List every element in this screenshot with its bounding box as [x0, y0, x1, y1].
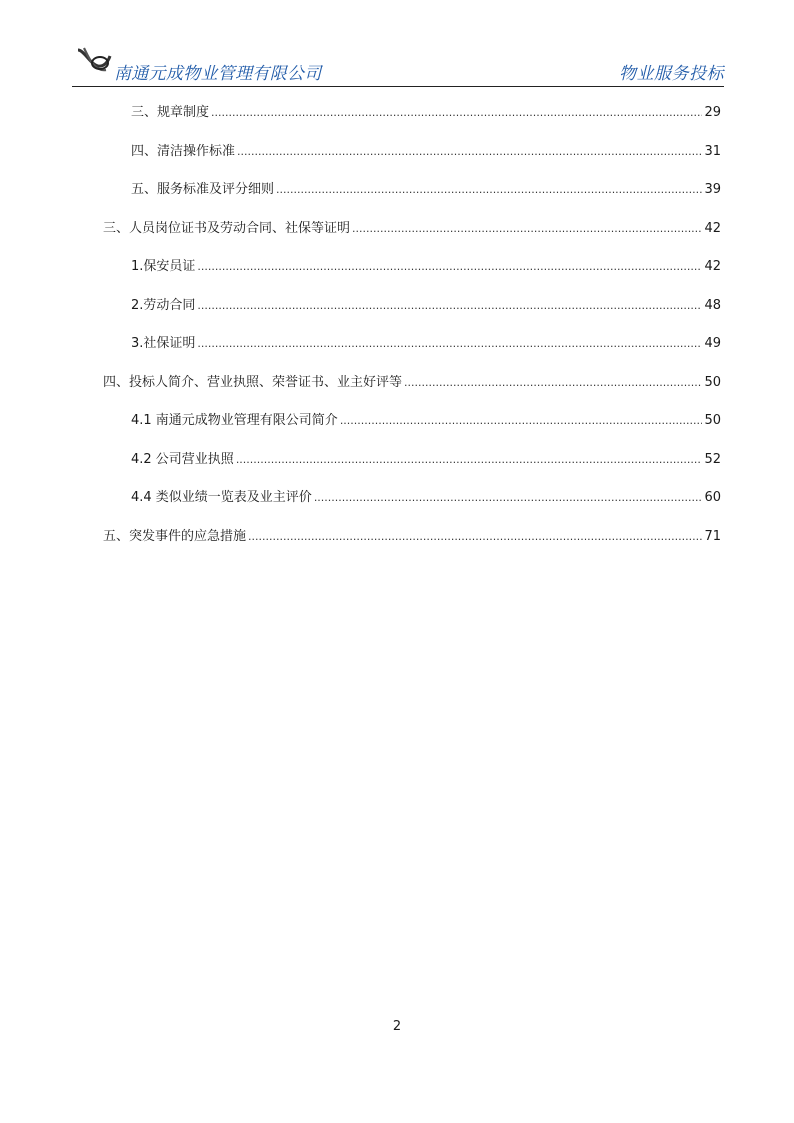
toc-entry-label: 2.劳动合同: [131, 298, 196, 313]
toc-entry-label: 4.4 类似业绩一览表及业主评价: [131, 490, 312, 505]
toc-entry[interactable]: [131, 257, 721, 277]
toc-entry[interactable]: [131, 450, 721, 470]
toc-entry-label: 3.社保证明: [131, 336, 196, 351]
toc-entry[interactable]: [131, 180, 721, 200]
toc-leader-dots: [197, 296, 702, 316]
toc-entry-page: 48: [704, 298, 721, 313]
toc-entry-label: 四、投标人简介、营业执照、荣誉证书、业主好评等: [103, 375, 403, 390]
toc-entry[interactable]: [103, 527, 721, 547]
company-logo-icon: [76, 46, 112, 76]
toc-entry-label: 五、突发事件的应急措施: [103, 529, 247, 544]
toc-entry-page: 71: [704, 529, 721, 544]
toc-entry-page: 39: [704, 182, 721, 197]
toc-leader-dots: [211, 103, 702, 123]
toc-entry[interactable]: [131, 296, 721, 316]
toc-leader-dots: [197, 334, 702, 354]
toc-entry[interactable]: [131, 142, 721, 162]
document-title: 物业服务投标: [619, 64, 724, 84]
toc-entry-label: 五、服务标准及评分细则: [131, 182, 275, 197]
toc-entry-page: 49: [704, 336, 721, 351]
page-number: 2: [392, 1019, 402, 1034]
toc-entry-page: 42: [704, 221, 721, 236]
toc-leader-dots: [352, 219, 702, 239]
toc-entry-label: 4.1 南通元成物业管理有限公司简介: [131, 413, 338, 428]
toc-entry-label: 三、人员岗位证书及劳动合同、社保等证明: [103, 221, 351, 236]
toc-entry-label: 三、规章制度: [131, 105, 210, 120]
toc-entry[interactable]: [131, 334, 721, 354]
toc-leader-dots: [236, 450, 703, 470]
toc-entry-page: 50: [704, 375, 721, 390]
toc-leader-dots: [248, 527, 702, 547]
toc-entry[interactable]: [103, 219, 721, 239]
toc-leader-dots: [276, 180, 702, 200]
toc-entry-page: 29: [704, 105, 721, 120]
page-header: [72, 46, 724, 87]
toc-entry[interactable]: [131, 103, 721, 123]
toc-entry-page: 31: [704, 144, 721, 159]
toc-entry[interactable]: [131, 411, 721, 431]
toc-entry[interactable]: [131, 488, 721, 508]
toc-entry-page: 42: [704, 259, 721, 274]
toc-leader-dots: [340, 411, 703, 431]
toc-leader-dots: [404, 373, 702, 393]
toc-leader-dots: [237, 142, 702, 162]
toc-leader-dots: [314, 488, 703, 508]
toc-entry-label: 4.2 公司营业执照: [131, 452, 234, 467]
toc-entry[interactable]: [103, 373, 721, 393]
toc-entry-page: 50: [704, 413, 721, 428]
toc-entry-label: 1.保安员证: [131, 259, 196, 274]
toc-entry-page: 60: [704, 490, 721, 505]
company-name: 南通元成物业管理有限公司: [114, 64, 322, 84]
toc-entry-label: 四、清洁操作标准: [131, 144, 236, 159]
toc-entry-page: 52: [704, 452, 721, 467]
toc-leader-dots: [197, 257, 702, 277]
